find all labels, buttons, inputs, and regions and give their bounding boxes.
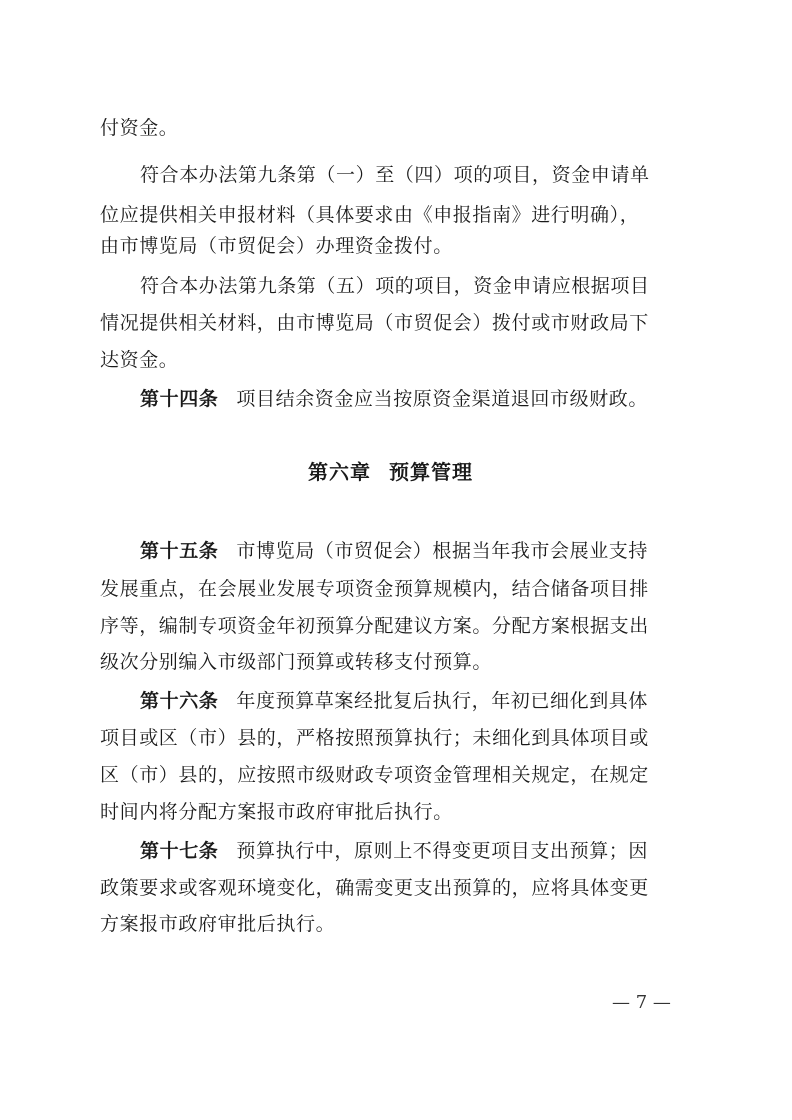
article-label: 第十五条 [140,540,219,562]
paragraph-line: 序等，编制专项资金年初预算分配建议方案。分配方案根据支出 [100,615,649,637]
paragraph-line: 位应提供相关申报材料（具体要求由《申报指南》进行明确）， [100,204,640,226]
paragraph-line: 政策要求或客观环境变化，确需变更支出预算的，应将具体变更 [100,877,649,899]
chapter-heading [308,460,473,484]
paragraph-line: 时间内将分配方案报市政府审批后执行。 [100,801,453,823]
article-text: 预算执行中，原则上不得变更项目支出预算；因 [236,840,649,862]
article-14 [140,387,648,411]
article-text: 市博览局（市贸促会）根据当年我市会展业支持 [236,540,649,562]
page-number: — 7 — [612,992,671,1013]
paragraph-line: 由市博览局（市贸促会）办理资金拨付。 [100,235,453,257]
chapter-number: 第六章 [308,460,371,484]
article-label: 第十四条 [140,388,219,410]
paragraph-line: 情况提供相关材料，由市博览局（市贸促会）拨付或市财政局下 [100,312,649,334]
article-label: 第十六条 [140,690,219,712]
paragraph-line: 付资金。 [100,117,179,139]
paragraph-line: 项目或区（市）县的，严格按照预算执行；未细化到具体项目或 [100,727,649,749]
paragraph-line: 符合本办法第九条第（一）至（四）项的项目，资金申请单 [140,164,650,186]
article-label: 第十七条 [140,840,219,862]
paragraph-line: 符合本办法第九条第（五）项的项目，资金申请应根据项目 [140,275,650,297]
article-16 [140,689,648,713]
paragraph-line: 级次分别编入市级部门预算或转移支付预算。 [100,651,493,673]
paragraph-line: 发展重点，在会展业发展专项资金预算规模内，结合储备项目排 [100,578,649,600]
article-15 [140,539,648,563]
paragraph-line: 区（市）县的，应按照市级财政专项资金管理相关规定，在规定 [100,764,649,786]
article-text: 年度预算草案经批复后执行，年初已细化到具体 [236,690,649,712]
chapter-title: 预算管理 [389,460,473,484]
paragraph-line: 方案报市政府审批后执行。 [100,913,336,935]
article-text: 项目结余资金应当按原资金渠道退回市级财政。 [236,388,649,410]
paragraph-line: 达资金。 [100,349,179,371]
article-17 [140,839,648,863]
